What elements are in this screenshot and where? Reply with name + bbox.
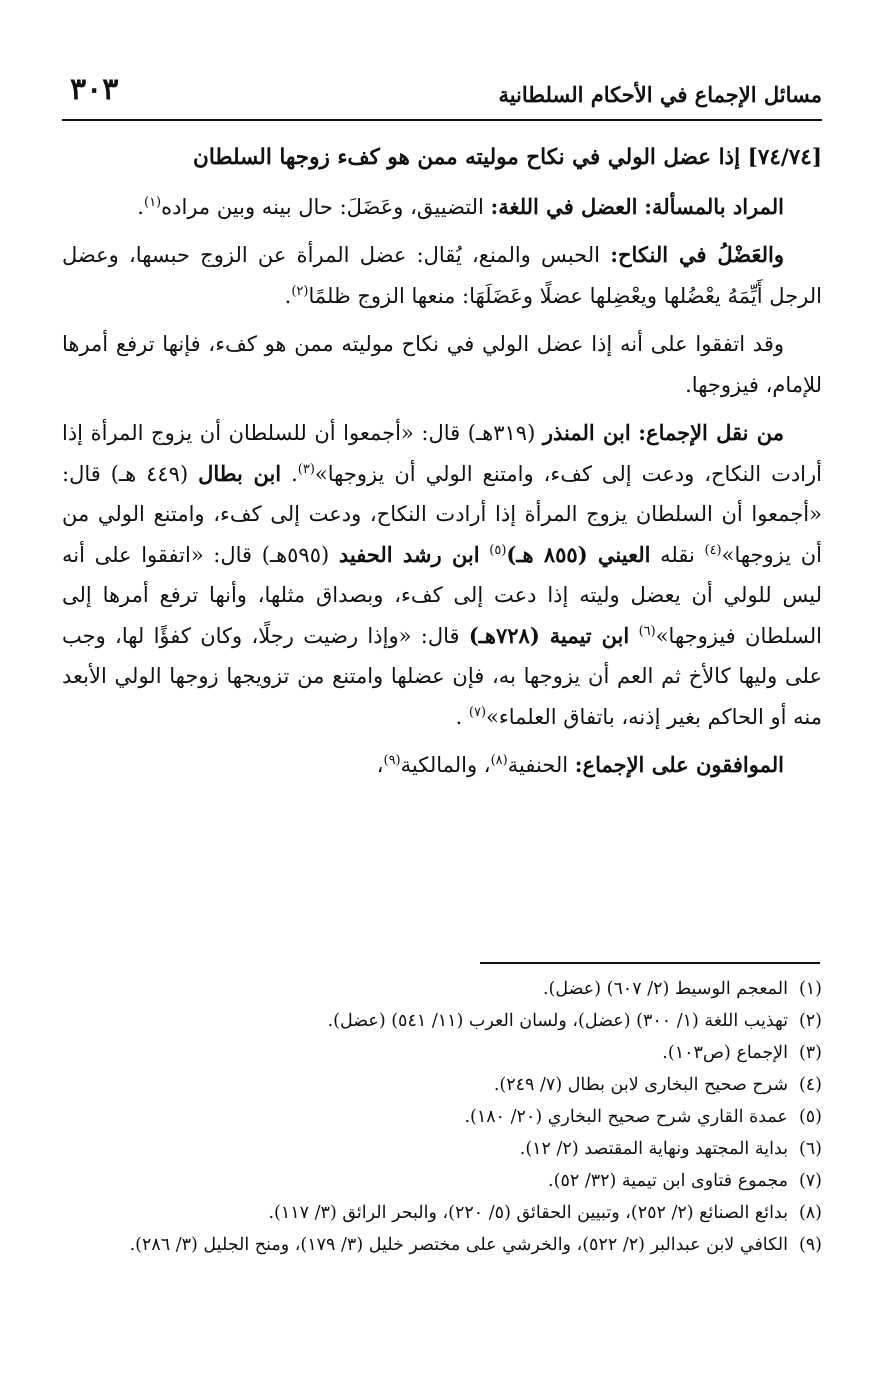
footnote-number: (٥) <box>798 1107 822 1127</box>
footnote-number: (٩) <box>798 1235 822 1255</box>
text-naqalahu: نقله <box>660 542 695 567</box>
quote-ibn-almundhir: (٣١٩هـ) قال: «أجمعوا أن للسلطان أن يزوج المرأة إذا أرادت النكاح، ودعت إلى كفء، وامتنع الولي أن يزوجها» <box>62 421 822 486</box>
footnote <box>62 1133 822 1165</box>
footnote-text: بداية المجتهد ونهاية المقتصد (٢/ ١٢). <box>519 1139 788 1159</box>
label-agreeing: الموافقون على الإجماع: <box>574 752 784 777</box>
main-text <box>62 138 822 794</box>
nikah-text: الحبس والمنع، يُقال: عضل المرأة عن الزوج حبسها، وعضل الرجل أَيِّمَهُ يعْضُلها ويعْضِلها عضلًا وعَضَلَهَا: منعها الزوج ظلمًا <box>62 243 822 308</box>
footnote-text: الإجماع (ص١٠٣). <box>662 1043 788 1063</box>
footnote-ref-5[interactable]: (٥) <box>489 542 507 558</box>
footnote-ref-9[interactable]: (٩) <box>383 753 401 768</box>
footnote-ref-2[interactable]: (٢) <box>291 283 309 299</box>
scholar-ibn-rushd: ابن رشد الحفيد <box>338 541 480 567</box>
paragraph-nikah: والعَضْلُ في النكاح: الحبس والمنع، يُقال: عضل المرأة عن الزوج حبسها، وعضل الرجل أَيِّمَهُ يعْضُلها ويعْضِلها عضلًا وعَضَلَهَا: منعها الزوج ظلمًا$^{(٢)}$. <box>62 242 822 308</box>
footnote-number: (٨) <box>798 1203 822 1223</box>
scholar-ibn-almundhir: ابن المنذر <box>542 420 631 445</box>
footnote <box>62 1229 822 1261</box>
quote-ibn-rushd: (٥٩٥هـ) قال: «اتفقوا على أنه ليس للولي أن يعضل وليته إذا دعت إلى كفء، وبصداق مثلها، وأنها ترفع أمرها إلى السلطان فيزوجها» <box>62 542 822 648</box>
footnote-divider <box>480 962 820 964</box>
meaning-text: التضييق، وعَضَلَ: حال بينه وبين مراده <box>161 194 484 219</box>
footnote <box>62 1101 822 1133</box>
footnotes <box>62 973 822 1261</box>
footnote-number: (٦) <box>798 1139 822 1159</box>
paragraph-meaning: المراد بالمسألة: العضل في اللغة: التضييق، وعَضَلَ: حال بينه وبين مراده$^{(١)}$. <box>137 193 784 219</box>
footnote-text: مجموع فتاوى ابن تيمية (٣٢/ ٥٢). <box>548 1171 788 1191</box>
paragraph-transmission: من نقل الإجماع: ابن المنذر (٣١٩هـ) قال: «أجمعوا أن للسلطان أن يزوج المرأة إذا أرادت النكاح، ودعت إلى كفء، وامتنع الولي أن يزوجها»$^{(٣)}$. ابن بطال (٤٤٩ هـ) قال: «أجمعوا أن السلطان يزوج المرأة إذا أرادت النكاح، ودعت إلى كفء، وامتنع الولي من أن يزوجها»$^{(٤)}$ نقله العيني (٨٥٥ هـ)$^{(٥)}$ ابن رشد الحفيد (٥٩٥هـ) قال: «اتفقوا على أنه ليس للولي أن يعضل وليته إذا دعت إلى كفء، وبصداق مثلها، وأنها ترفع أمرها إلى السلطان فيزوجها»$^{(٦)}$ ابن تيمية (٧٢٨هـ) قال: «وإذا رضيت رجلًا، وكان كفؤًا لها، وجب على وليها كالأخ ثم العم أن يزوجها به، فإن عضلها وامتنع من تزويجها زوجها الولي الأبعد منه أو الحاكم بغير إذنه، باتفاق العلماء»$^{(٧)}$ . <box>62 420 823 729</box>
scholar-alayni: العيني (٨٥٥ هـ) <box>506 541 651 567</box>
footnote-ref-8[interactable]: (٨) <box>490 753 508 768</box>
footnote-ref-1[interactable]: (١) <box>143 194 162 210</box>
footnote-ref-3[interactable]: (٣) <box>297 461 315 477</box>
label-language: العضل في اللغة: <box>490 193 638 219</box>
paragraph-agreeing: الموافقون على الإجماع: الحنفية$^{(٨)}$، والمالكية$^{(٩)}$، <box>376 752 784 777</box>
header-divider <box>62 119 822 121</box>
footnote-text: بدائع الصنائع (٢/ ٢٥٢)، وتبيين الحقائق (٥/ ٢٢٠)، والبحر الرائق (٣/ ١١٧). <box>268 1203 788 1223</box>
footnote-ref-7[interactable]: (٧) <box>468 704 487 720</box>
footnote-number: (٤) <box>798 1075 822 1095</box>
issue-heading: [٧٤/٧٤] إذا عضل الولي في نكاح موليته ممن هو كفء زوجها السلطان <box>193 145 822 170</box>
footnote-ref-4[interactable]: (٤) <box>704 542 722 558</box>
agreeing-maliki: ، والمالكية <box>400 753 491 777</box>
quote-ibn-battal: (٤٤٩ هـ) قال: «أجمعوا أن السلطان يزوج المرأة إذا أرادت النكاح، ودعت إلى كفء، وامتنع الولي من أن يزوجها» <box>62 461 823 567</box>
footnote-text: المعجم الوسيط (٢/ ٦٠٧) (عضل). <box>542 979 788 999</box>
paragraph-agreement: وقد اتفقوا على أنه إذا عضل الولي في نكاح موليته ممن هو كفء، فإنها ترفع أمرها للإمام، فيزوجها. <box>62 332 822 397</box>
footnote-text: تهذيب اللغة (١/ ٣٠٠) (عضل)، ولسان العرب (١١/ ٥٤١) (عضل). <box>327 1011 788 1031</box>
footnote-text: الكافي لابن عبدالبر (٢/ ٥٢٢)، والخرشي على مختصر خليل (٣/ ١٧٩)، ومنح الجليل (٣/ ٢٨٦). <box>129 1235 788 1255</box>
label-meaning: المراد بالمسألة: <box>644 193 784 219</box>
running-title: مسائل الإجماع في الأحكام السلطانية <box>498 82 822 107</box>
footnote <box>62 1069 822 1101</box>
agreeing-hanafi: الحنفية <box>507 753 569 777</box>
footnote-number: (١) <box>798 979 822 999</box>
page-header <box>62 70 822 120</box>
footnote <box>62 1165 822 1197</box>
footnote-text: عمدة القاري شرح صحيح البخاري (٢٠/ ١٨٠). <box>464 1107 788 1127</box>
footnote-number: (٣) <box>798 1043 822 1063</box>
footnote-ref-6[interactable]: (٦) <box>638 623 656 639</box>
footnote-number: (٢) <box>798 1011 822 1031</box>
label-transmission: من نقل الإجماع: <box>638 420 784 445</box>
scholar-ibn-taymiyyah: ابن تيمية (٧٢٨هـ) <box>468 622 630 648</box>
scholar-ibn-battal: ابن بطال <box>198 460 282 486</box>
footnote <box>62 1005 822 1037</box>
footnote-number: (٧) <box>798 1171 822 1191</box>
footnote <box>62 1037 822 1069</box>
footnote <box>62 973 822 1005</box>
quote-ibn-taymiyyah: قال: «وإذا رضيت رجلًا، وكان كفؤًا لها، وجب على وليها كالأخ ثم العم أن يزوجها به، فإن عضلها وامتنع من تزويجها زوجها الولي الأبعد منه أو الحاكم بغير إذنه، باتفاق العلماء» <box>62 623 822 729</box>
footnote-text: شرح صحيح البخارى لابن بطال (٧/ ٢٤٩). <box>493 1075 788 1095</box>
label-nikah: والعَضْلُ في النكاح: <box>610 242 784 267</box>
footnote <box>62 1197 822 1229</box>
page-number: ٣٠٣ <box>70 72 119 107</box>
